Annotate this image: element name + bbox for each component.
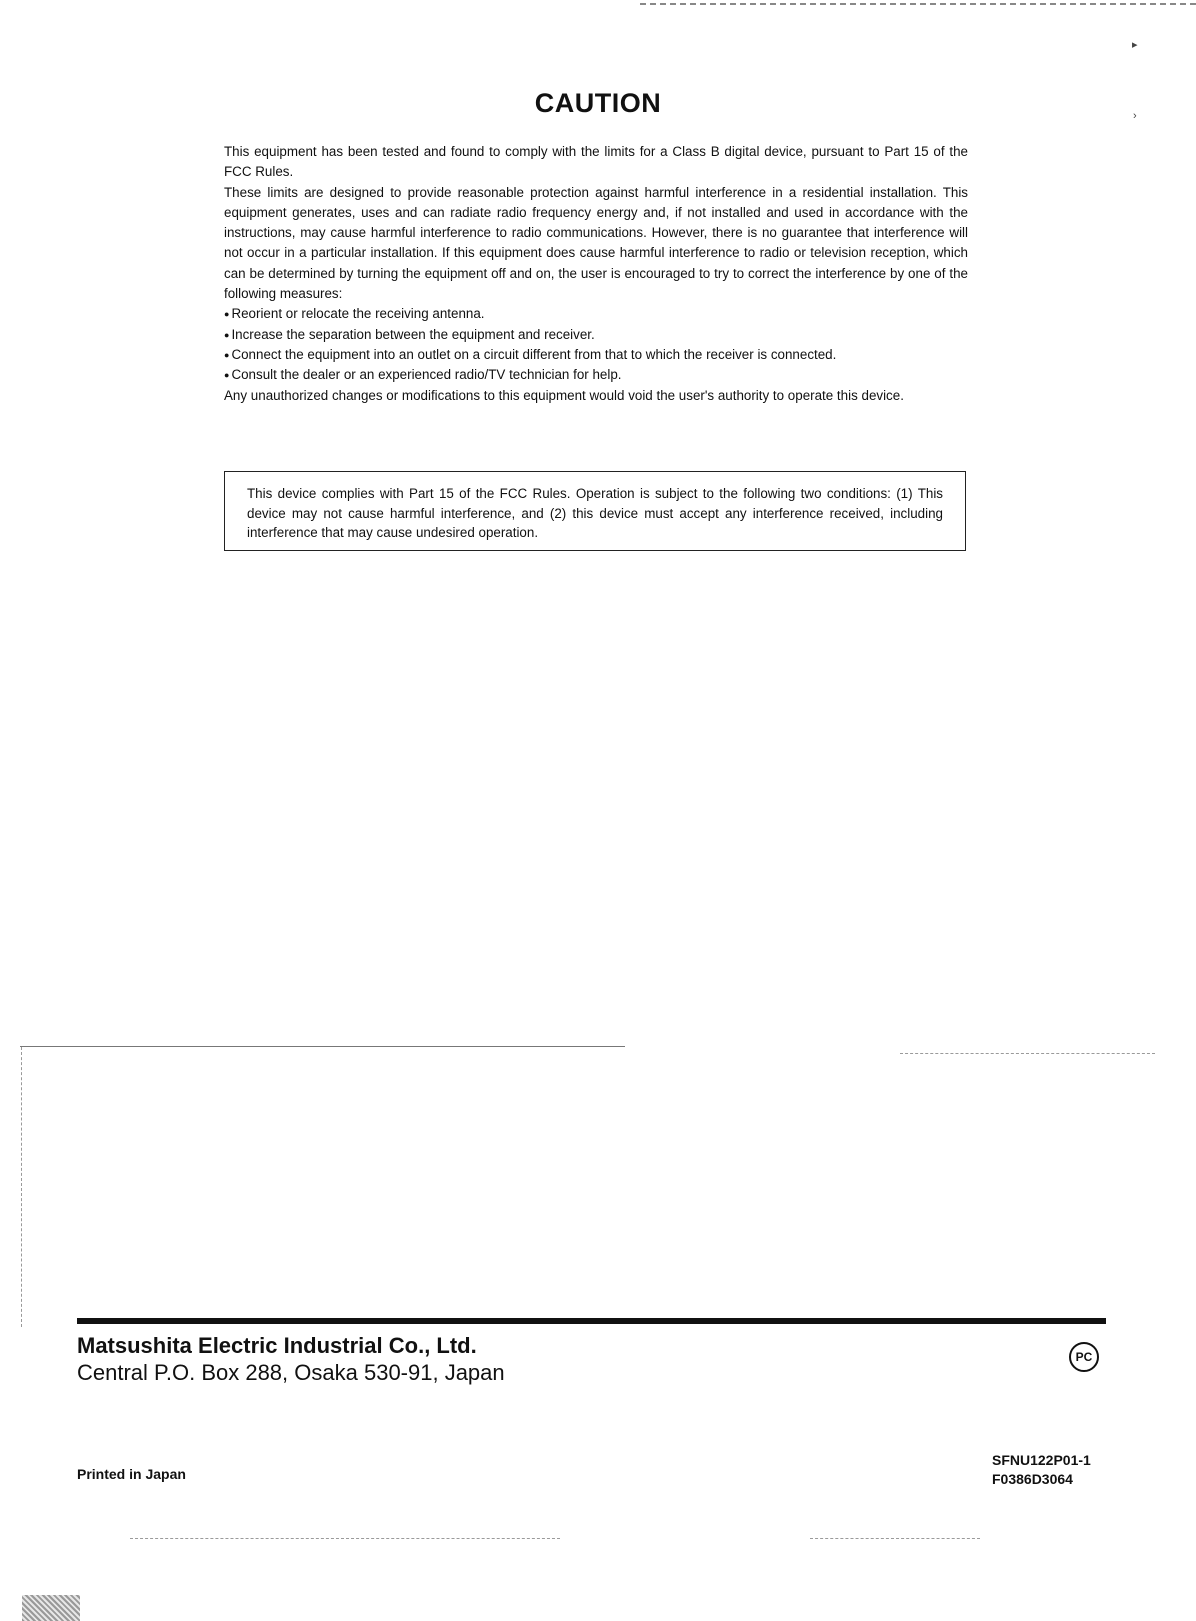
caution-paragraph: This equipment has been tested and found to comply with the limits for a Class B digital device, pursuant to Part 15 of the FCC Rules. (224, 144, 968, 180)
scan-artifact-top (640, 3, 1196, 5)
fcc-notice-text: This device complies with Part 15 of the FCC Rules. Operation is subject to the following two conditions: (1) This device may not cause harmful interference, and (2) this device must accept any interference received, including interference that may cause undesired operation. (247, 486, 943, 540)
caution-body (224, 142, 968, 406)
scan-artifact-edge (21, 1047, 22, 1327)
pc-mark-icon: PC (1069, 1342, 1099, 1372)
scan-artifact-smudge (22, 1595, 80, 1621)
measure-item: ● Consult the dealer or an experienced radio/TV technician for help. (224, 365, 968, 385)
caution-paragraph: These limits are designed to provide reasonable protection against harmful interference in a residential installation. This equipment generates, uses and can radiate radio frequency energy and, if not installed and used in accordance with the instructions, may cause harmful interference to radio communications. However, there is no guarantee that interference will not occur in a particular installation. If this equipment does cause harmful interference to radio or television reception, which can be determined by turning the equipment off and on, the user is encouraged to try to correct the interference by one of the following measures: (224, 184, 968, 302)
margin-mark-1: ▸ (1132, 39, 1138, 51)
scan-artifact-fold-left (20, 1046, 625, 1047)
printed-in-label: Printed in Japan (77, 1466, 186, 1482)
measure-item: ● Increase the separation between the equipment and receiver. (224, 325, 968, 345)
company-name: Matsushita Electric Industrial Co., Ltd. (77, 1333, 477, 1358)
margin-mark-2: › (1133, 110, 1137, 122)
footer-rule (77, 1318, 1106, 1324)
scan-artifact-fold-right (900, 1053, 1155, 1054)
scan-artifact-bottom-right (810, 1538, 980, 1539)
company-address: Central P.O. Box 288, Osaka 530-91, Japan (77, 1360, 505, 1385)
fcc-notice-box (224, 471, 966, 551)
measure-item: ● Connect the equipment into an outlet on a circuit different from that to which the receiver is connected. (224, 345, 968, 365)
measures-list (224, 304, 968, 385)
document-code: SFNU122P01-1 (992, 1452, 1091, 1468)
document-codes (992, 1451, 1091, 1489)
document-code: F0386D3064 (992, 1471, 1073, 1487)
caution-title: CAUTION (534, 88, 662, 118)
caution-closing: Any unauthorized changes or modifications to this equipment would void the user's authority to operate this device. (224, 387, 904, 403)
measure-item: ● Reorient or relocate the receiving antenna. (224, 304, 968, 324)
scan-artifact-bottom-left (130, 1538, 560, 1539)
